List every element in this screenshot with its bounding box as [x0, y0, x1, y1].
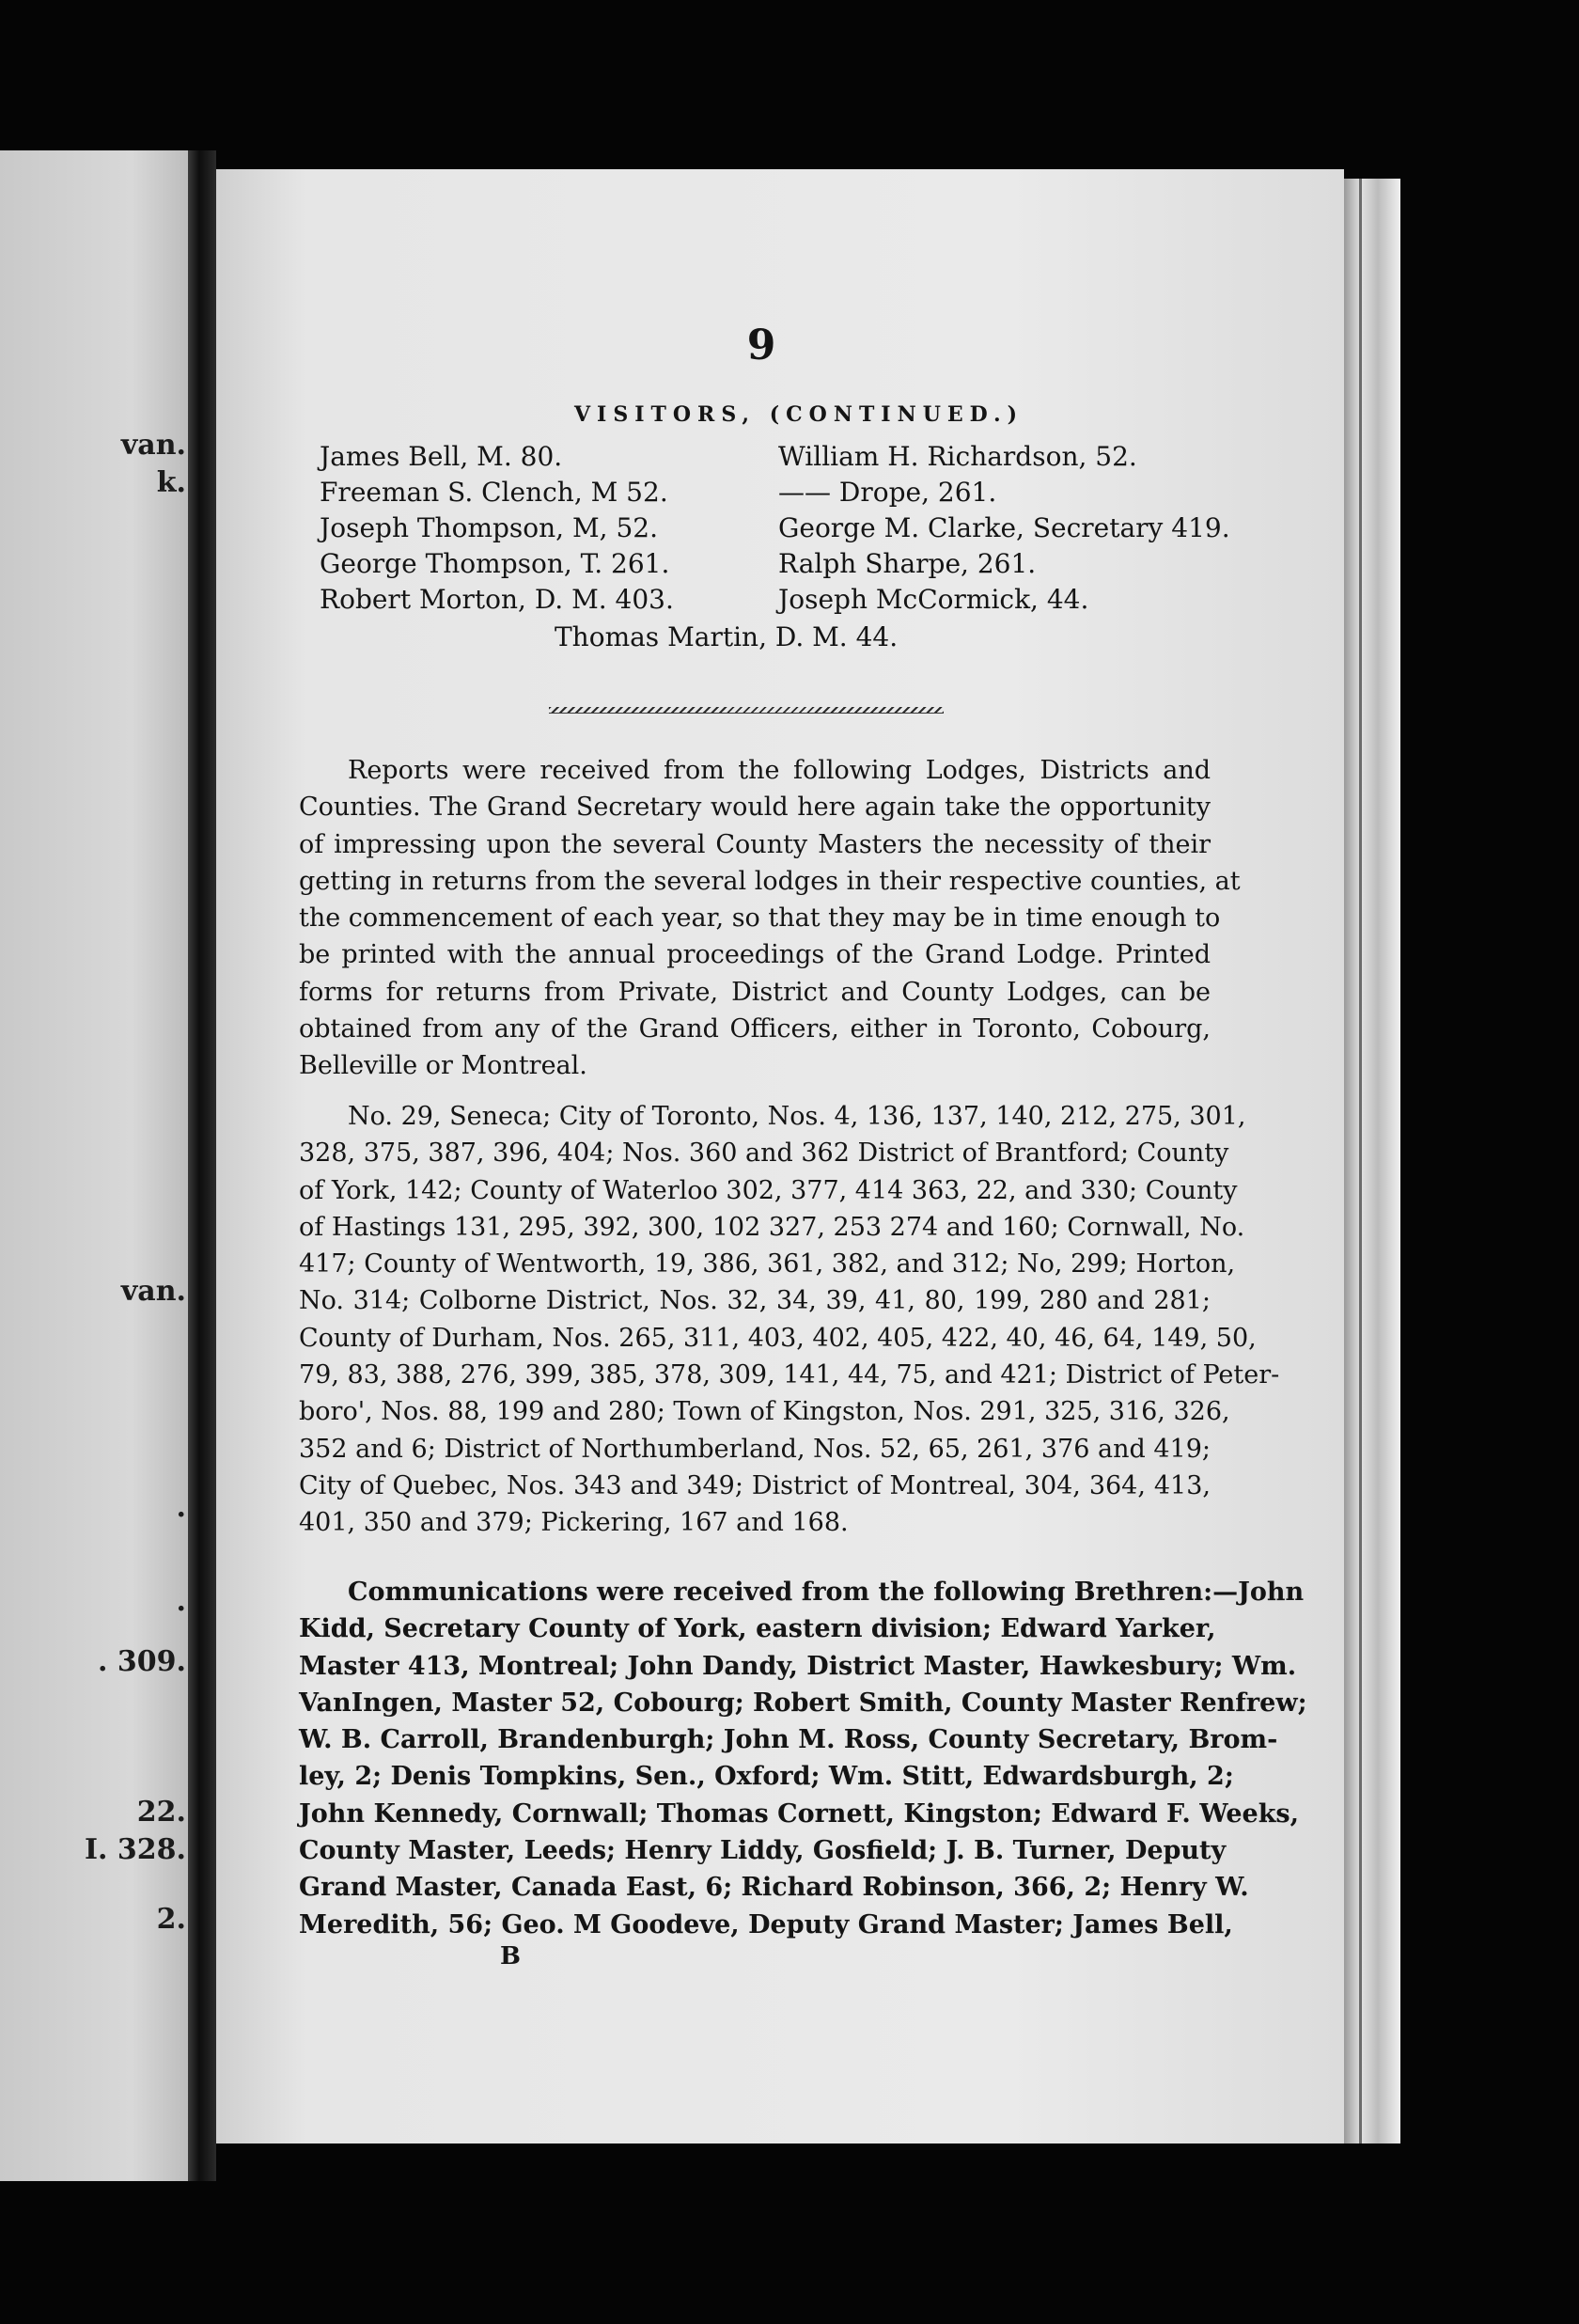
- text-line: 79, 83, 388, 276, 399, 385, 378, 309, 141, 44, 75, and 421; District of Peter-: [299, 1360, 1280, 1390]
- text-line: Kidd, Secretary County of York, eastern division; Edward Yarker,: [299, 1614, 1216, 1644]
- text-line: 417; County of Wentworth, 19, 386, 361, 382, and 312; No, 299; Horton,: [299, 1249, 1236, 1280]
- left-page-fragment: 2.: [156, 1903, 186, 1936]
- lodges-paragraph: [299, 1098, 1280, 1542]
- text-line: forms for returns from Private, District and County Lodges, can be: [299, 977, 1211, 1007]
- visitor-right: William H. Richardson, 52.: [778, 441, 1137, 472]
- page-number: 9: [746, 322, 776, 369]
- text-line: the commencement of each year, so that they may be in time enough to: [299, 903, 1221, 934]
- text-line: John Kennedy, Cornwall; Thomas Cornett, Kingston; Edward F. Weeks,: [299, 1798, 1300, 1829]
- text-line: obtained from any of the Grand Officers, either in Toronto, Cobourg,: [299, 1014, 1211, 1044]
- text-line: VanIngen, Master 52, Cobourg; Robert Smith, County Master Renfrew;: [299, 1688, 1307, 1718]
- left-page-fragment: I. 328.: [85, 1833, 186, 1866]
- visitor-left: James Bell, M. 80.: [320, 441, 563, 472]
- text-line: Meredith, 56; Geo. M Goodeve, Deputy Grand Master; James Bell,: [299, 1909, 1233, 1939]
- text-line: Master 413, Montreal; John Dandy, District Master, Hawkesbury; Wm.: [299, 1651, 1297, 1681]
- text-line: No. 29, Seneca; City of Toronto, Nos. 4, 136, 137, 140, 212, 275, 301,: [348, 1102, 1246, 1131]
- text-line: 352 and 6; District of Northumberland, Nos. 52, 65, 261, 376 and 419;: [299, 1434, 1211, 1464]
- signature-mark: B: [500, 1942, 521, 1971]
- section-heading: VISITORS, (CONTINUED.): [573, 402, 1024, 427]
- visitor-right: George M. Clarke, Secretary 419.: [778, 512, 1230, 543]
- text-line: W. B. Carroll, Brandenburgh; John M. Ross, County Secretary, Brom-: [299, 1725, 1278, 1755]
- text-line: of York, 142; County of Waterloo 302, 377, 414 363, 22, and 330; County: [299, 1175, 1238, 1205]
- visitor-left: Freeman S. Clench, M 52.: [320, 477, 668, 508]
- text-line: boro', Nos. 88, 199 and 280; Town of Kingston, Nos. 291, 325, 316, 326,: [299, 1397, 1230, 1427]
- text-line: of Hastings 131, 295, 392, 300, 102 327, 253 274 and 160; Cornwall, No.: [299, 1212, 1245, 1242]
- communications-paragraph: [299, 1574, 1307, 1943]
- left-page-fragment: .: [176, 1491, 186, 1524]
- text-line: be printed with the annual proceedings of the Grand Lodge. Printed: [299, 940, 1211, 970]
- text-line: County Master, Leeds; Henry Liddy, Gosfield; J. B. Turner, Deputy: [299, 1836, 1227, 1866]
- left-page-fragment: . 309.: [98, 1645, 186, 1678]
- visitor-center: Thomas Martin, D. M. 44.: [555, 621, 899, 652]
- reports-paragraph: [299, 752, 1241, 1085]
- visitor-right: —— Drope, 261.: [778, 477, 997, 508]
- text-line: ley, 2; Denis Tompkins, Sen., Oxford; Wm. Stitt, Edwardsburgh, 2;: [299, 1762, 1234, 1792]
- left-page-fragment: .: [176, 1585, 186, 1618]
- text-line: County of Durham, Nos. 265, 311, 403, 402, 405, 422, 40, 46, 64, 149, 50,: [299, 1323, 1257, 1353]
- page-stack-edge: [1344, 179, 1400, 2143]
- text-line: Counties. The Grand Secretary would here again take the opportunity: [299, 793, 1211, 823]
- text-line: getting in returns from the several lodges in their respective counties, at: [299, 866, 1241, 896]
- text-line: 328, 375, 387, 396, 404; Nos. 360 and 362 District of Brantford; County: [299, 1138, 1229, 1169]
- visitor-left: Robert Morton, D. M. 403.: [320, 584, 674, 615]
- text-line: Reports were received from the following Lodges, Districts and: [348, 756, 1211, 785]
- left-page-fragment: k.: [156, 466, 186, 499]
- visitor-right: Joseph McCormick, 44.: [778, 584, 1089, 615]
- visitor-right: Ralph Sharpe, 261.: [778, 548, 1037, 579]
- text-line: Grand Master, Canada East, 6; Richard Robinson, 366, 2; Henry W.: [299, 1873, 1249, 1903]
- visitor-left: George Thompson, T. 261.: [320, 548, 670, 579]
- text-line: Belleville or Montreal.: [299, 1051, 587, 1081]
- text-line: No. 314; Colborne District, Nos. 32, 34, 39, 41, 80, 199, 280 and 281;: [299, 1286, 1211, 1316]
- visitor-left: Joseph Thompson, M, 52.: [320, 512, 658, 543]
- left-page-fragment: van.: [120, 429, 186, 462]
- previous-page-edge: [0, 150, 188, 2181]
- text-line: Communications were received from the following Brethren:—John: [348, 1578, 1305, 1607]
- book-gutter: [188, 150, 216, 2181]
- left-page-fragment: 22.: [136, 1796, 186, 1829]
- text-line: City of Quebec, Nos. 343 and 349; District of Montreal, 304, 364, 413,: [299, 1470, 1211, 1500]
- text-line: 401, 350 and 379; Pickering, 167 and 168.: [299, 1508, 849, 1538]
- wavy-divider: [549, 707, 944, 714]
- text-line: of impressing upon the several County Masters the necessity of their: [299, 829, 1211, 859]
- left-page-fragment: van.: [120, 1275, 186, 1308]
